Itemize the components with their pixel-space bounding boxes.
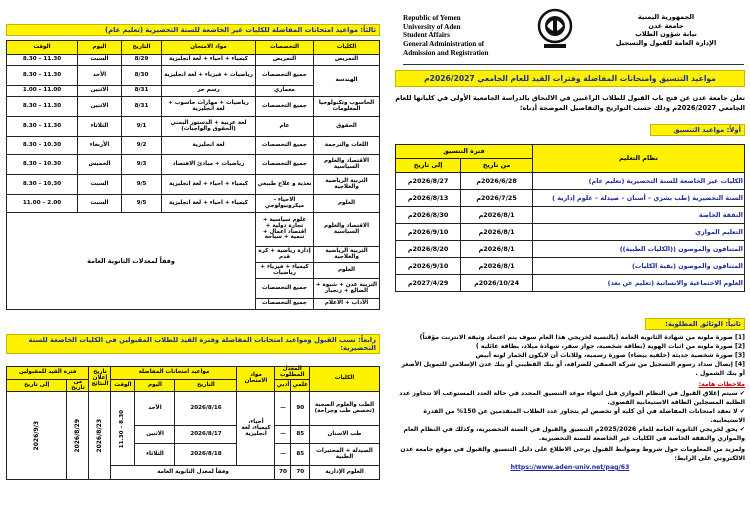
note-item (395, 408, 745, 426)
col-time: الوقت (7, 41, 78, 55)
subjects-cell: كيمياء + احياء + لغة انجليزية (162, 195, 256, 213)
time-cell: 2.00 – 11.00 (7, 195, 78, 213)
university-logo (536, 6, 574, 52)
spec-cell: تغذية و علاج طبيعي (256, 175, 314, 195)
col-date: التاريخ (175, 379, 237, 392)
day-cell: الخميس (78, 155, 122, 175)
note-text: لا تعقد امتحانات المفاضلة في أي كلية أو تخصص لم يتجاوز عدد الطلاب المتقدمين عن 150% من القدرة الاستيعابية. (423, 407, 745, 424)
header-ar-line: نيابة شؤون الطلاب (635, 30, 697, 39)
col-schedule: مواعيد امتحانات المفاضلة (111, 367, 237, 380)
college-cell: الهندسة (314, 66, 380, 97)
col-sci: علمي (291, 379, 310, 392)
spec-cell: الاحياء - ميكروبيولوجي (256, 195, 314, 213)
col-rate: المعدل المطلوب (275, 367, 310, 380)
subjects-cell: لغة عربية + الدستور اليمني (الحقوق والواجبات) (162, 117, 256, 137)
spec-cell: معماري (256, 86, 314, 97)
col-day: اليوم (78, 41, 122, 55)
college-cell: اللغات والترجمة (314, 137, 380, 155)
from-cell: 2026/7/25م (461, 190, 533, 207)
prep-time-cell (111, 392, 135, 466)
check-icon: ✔ (737, 425, 745, 433)
date-cell: 8/29 (122, 55, 162, 66)
to-cell: 2026/8/13م (396, 190, 461, 207)
header-en-line: General Administration of (403, 39, 485, 48)
col-period: فترة التنسيق (396, 145, 533, 159)
from-cell: 2026/8/1م (461, 207, 533, 224)
college-cell: الاقتصاد والعلوم السياسية (314, 155, 380, 175)
enroll-to-cell (7, 392, 67, 480)
lit-cell: 70 (275, 466, 291, 480)
from-cell: 2026/8/1م (461, 241, 533, 258)
spec-cell: جميع التخصصات (256, 66, 314, 86)
sci-cell: 85 (291, 444, 310, 466)
document-item: [4] إيصال سداد رسوم التسجيل من شركة العمقي للصرافة، أو بنك القطيبي أو بنك عدن الإسلامي للتمويل الأصغر أو بنك الشمول . (401, 360, 745, 377)
header-ar-line: الإدارة العامة للقبول والتسجيل (615, 38, 717, 47)
to-cell: 2027/4/29م (396, 275, 461, 292)
subjects-cell: لغة انجليزية (162, 137, 256, 155)
col-day: اليوم (135, 379, 175, 392)
note-item (395, 426, 745, 444)
sci-cell: 70 (291, 466, 310, 480)
check-icon: ✔ (737, 389, 745, 397)
col-time: الوقت (111, 379, 135, 392)
header-en-line: Admission and Registration (403, 48, 489, 57)
header-en-line: Student Affairs (403, 31, 450, 40)
date-cell: 9/1 (122, 117, 162, 137)
from-cell: 2026/8/1م (461, 224, 533, 241)
day-cell: السبت (78, 55, 122, 66)
day-cell: الثلاثاء (78, 117, 122, 137)
spec-cell: جميع التخصصات (256, 97, 314, 117)
college-cell: العلوم (314, 195, 380, 213)
date-cell: 8/30 (122, 66, 162, 86)
col-to: إلى تاريخ (396, 159, 461, 173)
system-cell: التعليم الموازي (533, 224, 745, 241)
note-text: سيتم إغلاق القبول في النظام الموازي قبل انتهاء موعد التنسيق المحدد في حالة العدد المستوعب ألا تتجاوز عدد الطلبة المسجلين الطاقة الاستيعابية القصوى. (399, 389, 745, 406)
col-college: الكليات (310, 367, 380, 392)
subjects-cell: رياضيات + مبادئ الاقتصاد (162, 155, 256, 175)
to-cell: 2026/8/27م (396, 173, 461, 190)
section3-heading: ثالثاً: مواعيد امتحانات المفاضلة للكليات غير الخاضعة للسنة التحضيرية (تعليم عام) (6, 24, 380, 36)
spec-cell: عام (256, 117, 314, 137)
college-cell: العلوم (314, 263, 380, 279)
date-cell: 2026/8/16 (175, 392, 237, 426)
enroll-from-cell (67, 392, 89, 480)
col-result: تاريخ إعلان النتائج (89, 367, 111, 392)
col-enroll: فترة القيد للمقبولين (7, 367, 89, 380)
subjects-cell: رياضيات + فيزياء + لغة انجليزية (162, 66, 256, 86)
spec-cell: إدارة رياضية + كرة قدم (256, 247, 314, 263)
prep-time-text: 8.30 – 11.30 (119, 409, 126, 449)
section2-heading: ثانياً: الوثائق المطلوبة: (645, 318, 745, 330)
header-en-line: University of Aden (403, 22, 461, 31)
spec-cell: التمريض (256, 55, 314, 66)
date-cell: 9/3 (122, 155, 162, 175)
college-cell: طب الاسنان (310, 426, 380, 444)
system-cell: العلوم الاجتماعية والانسانية (تعليم عن بعد) (533, 275, 745, 292)
system-cell: المتنافون والموصون ((الكليات الطبية)) (533, 241, 745, 258)
spec-cell: علوم سياسية + تجارة دولية + اقتصاد اعمال + تنمية + سياحة (256, 213, 314, 247)
document-item: [2] صورة ملونة من اثبات الهوية (بطاقة شخصية، جواز سفر، شهادة ميلاد، بطاقة عائلية ) (475, 342, 745, 350)
date-cell: 2026/8/18 (175, 444, 237, 466)
college-cell: التربية الرياضية والعلاجية (314, 247, 380, 263)
system-cell: السنة التحضيرية (طب بشري – أسنان – صيدلة – علوم إدارية ) (533, 190, 745, 207)
day-cell: الاثنين (135, 426, 175, 444)
prep-table (6, 366, 380, 480)
college-cell: العلوم الإدارية (310, 466, 380, 480)
header-ar-line: جامعة عدن (648, 21, 684, 30)
day-cell: السبت (78, 195, 122, 213)
col-enroll-from: من تاريخ (67, 379, 89, 392)
spec-cell: جميع التخصصات (256, 299, 314, 310)
header-ar-line: الجمهورية اليمنية (637, 13, 695, 21)
coordination-table (395, 144, 745, 292)
note-item (395, 390, 745, 408)
admin-note-cell: وفقاً لمعدل الثانوية العامة (111, 466, 275, 480)
subjects-cell: كيمياء + احياء + لغة انجليزية (162, 175, 256, 195)
to-cell: 2026/9/10م (396, 224, 461, 241)
day-cell: الأحد (78, 66, 122, 86)
day-cell: الاثنين (78, 86, 122, 97)
col-system: نظام التعليم (533, 145, 745, 173)
subjects-cell: رياضيات + مهارات حاسوب + لغة انجليزية (162, 97, 256, 117)
time-cell: 10.30 – 8.30 (7, 175, 78, 195)
section1-heading: أولاً: مواعيد التنسيق (650, 124, 745, 136)
to-cell: 2026/8/30م (396, 207, 461, 224)
college-cell: الطب والعلوم الصحية (تخصص طب وجراحة) (310, 392, 380, 426)
from-cell: 2026/6/28م (461, 173, 533, 190)
col-date: التاريخ (122, 41, 162, 55)
college-cell: الآداب + الاعلام (314, 299, 380, 310)
intro-text: تعلن جامعة عدن عن فتح باب القبول للطلاب الراغبين في الالتحاق بالدراسة الجامعية الأولى في كلياتها للعام الجامعي 2026/2027م وذلك حسب التواريخ والتفاصيل الموضحة أدناه: (395, 94, 745, 112)
lit-cell: — (275, 426, 291, 444)
check-icon: ✔ (737, 407, 745, 415)
to-cell: 2026/8/20م (396, 241, 461, 258)
time-cell: 11.30 – 8.30 (7, 117, 78, 137)
time-cell: 11.30 – 8.30 (7, 97, 78, 117)
notes-heading: ملاحظات هامة: (698, 380, 745, 388)
subjects-cell: رسم حر (162, 86, 256, 97)
day-cell: الأحد (135, 392, 175, 426)
time-cell: 10.30 – 8.30 (7, 155, 78, 175)
footer-line: ولمزيد من المعلومات حول شروط وضوابط القبول يرجى الاطلاع على دليل التنسيق والقبول في موقع جامعة عدن الالكتروني على الرابط: (400, 445, 745, 462)
date-cell: 9/5 (122, 195, 162, 213)
college-cell: الاقتصاد والعلوم السياسية (314, 213, 380, 247)
date-cell: 2026/8/17 (175, 426, 237, 444)
col-spec: التخصصات (256, 41, 314, 55)
header-en-line: Republic of Yemen (403, 14, 461, 22)
spec-cell: جميع التخصصات (256, 155, 314, 175)
enroll-from-text: 2026/8/29 (73, 419, 81, 453)
time-cell: 11.30 – 8.30 (7, 66, 78, 86)
header-divider (403, 64, 744, 65)
college-cell: الحاسوب وتكنولوجيا المعلومات (314, 97, 380, 117)
college-cell: التربية الرياضية والعلاجية (314, 175, 380, 195)
result-date-text: 2026/8/23 (95, 419, 103, 453)
section4-heading: رابعاً: نسب القبول ومواعيد امتحانات المفاضلة وفترة القيد للطلاب المقبولين في الكليات الخاضعة للسنة التحضيرية: (6, 334, 380, 354)
date-cell: 9/5 (122, 175, 162, 195)
document-item: [3] صورة شخصية حديثة (خلفية بيضاء) صورة رسمية، وللاناث أن لايكون الخمار لونه أبيض (475, 351, 745, 359)
col-college: الكليات (314, 41, 380, 55)
time-cell: 11.30 – 8.30 (7, 55, 78, 66)
college-cell: الصيدلة + المختبرات الطبية (310, 444, 380, 466)
prep-subjects-cell: أحياء، كيمياء، لغة انجليزية (237, 392, 275, 466)
col-from: من تاريخ (461, 159, 533, 173)
spec-cell: جميع التخصصات (256, 279, 314, 299)
no-exam-cell: وفقاً لمعدلات الثانوية العامة (7, 213, 256, 310)
system-cell: المتنافون والموصون (بقية الكليات) (533, 258, 745, 275)
spec-cell: جميع التخصصات (256, 137, 314, 155)
date-cell: 9/2 (122, 137, 162, 155)
result-date-cell (89, 392, 111, 480)
day-cell: الثلاثاء (135, 444, 175, 466)
college-cell: التمريض (314, 55, 380, 66)
system-cell: الكليات غير الخاضعة للسنة التحضيرية (تعليم عام) (533, 173, 745, 190)
sci-cell: 85 (291, 426, 310, 444)
col-enroll-to: إلى تاريخ (7, 379, 67, 392)
lit-cell: — (275, 444, 291, 466)
sci-cell: 90 (291, 392, 310, 426)
day-cell: الاثنين (78, 97, 122, 117)
from-cell: 2026/8/1م (461, 258, 533, 275)
time-cell: 10.30 – 8.30 (7, 137, 78, 155)
header-ar (588, 13, 744, 47)
exam-table (6, 40, 380, 310)
note-text: يحق لخريجي الثانوية العامة للعام 2025/2026م التنسيق والقبول في السنة التحضيرية، وكذلك في النظام العام والموازي والنفقة الخاصة في الكليات غير الخاضعة للسنة التحضيرية. (403, 425, 745, 442)
college-cell: الحقوق (314, 117, 380, 137)
date-cell: 8/31 (122, 97, 162, 117)
time-cell: 11.00 – 1.00 (7, 86, 78, 97)
col-subjects: مواد الامتحان (237, 367, 275, 392)
to-cell: 2026/9/10م (396, 258, 461, 275)
subjects-cell: كيمياء + احياء + لغة انجليزية (162, 55, 256, 66)
footer-link[interactable]: https://www.aden-univ.net/pag/63 (510, 463, 630, 471)
spec-cell: كيمياء + فيزياء + رياضيات (256, 263, 314, 279)
header-en (403, 14, 528, 57)
lit-cell: — (275, 392, 291, 426)
main-title: مواعيد التنسيق وامتحانات المفاضلة وفترات القيد للعام الجامعي 2026/2027م (395, 70, 745, 87)
col-subjects: مواد الامتحان (162, 41, 256, 55)
col-lit: أدبي (275, 379, 291, 392)
system-cell: النفقة الخاصة (533, 207, 745, 224)
enroll-to-text: 2026/9/3 (32, 421, 40, 451)
documents-list (395, 334, 745, 473)
document-item: [1] صورة ملونة من شهادة الثانوية العامة (بالنسبة لخريجي هذا العام سوف يتم اعتماد وثيقة الانترنت مؤقتاً) (419, 334, 745, 341)
day-cell: الأربعاء (78, 137, 122, 155)
from-cell: 2026/10/24م (461, 275, 533, 292)
college-cell: التربية عدن + شبوة + الضالع + زنجبار (314, 279, 380, 299)
date-cell: 8/31 (122, 86, 162, 97)
day-cell: السبت (78, 175, 122, 195)
